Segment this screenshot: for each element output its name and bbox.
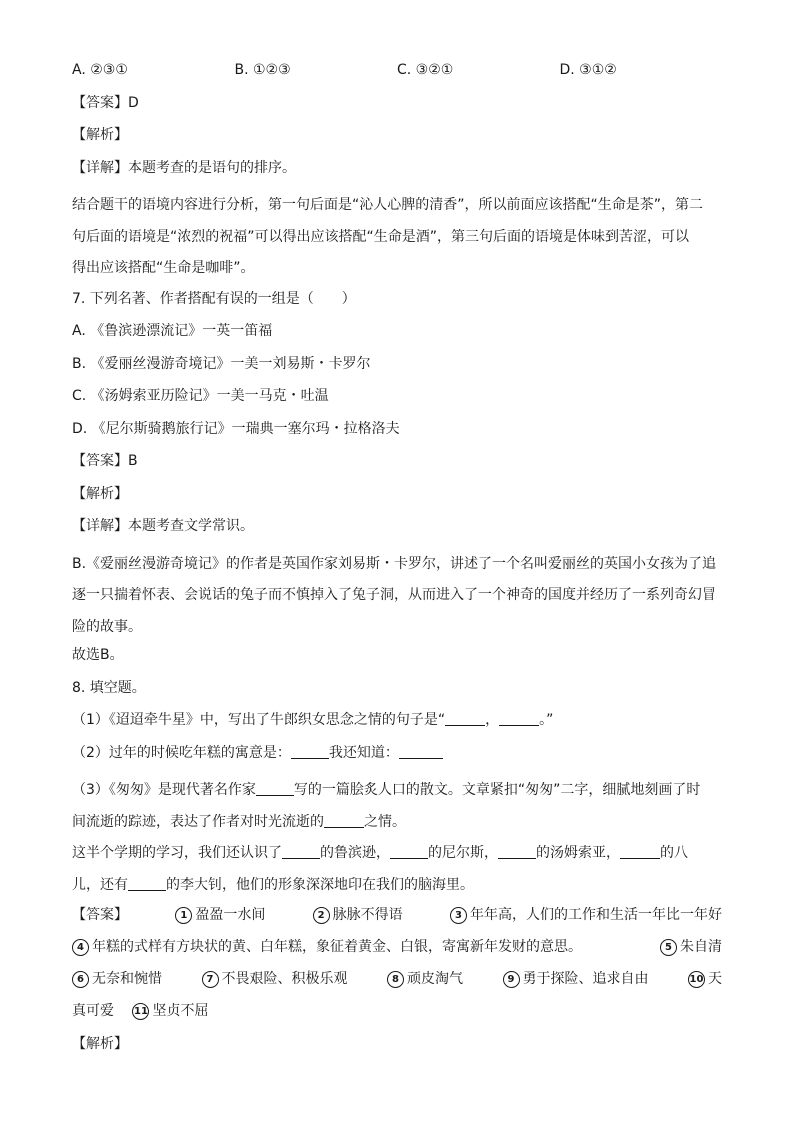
q6-explanation xyxy=(72,190,722,285)
q8-answer-row-4 xyxy=(72,1001,722,1021)
q8-sub1-text: （1）《迢迢牵牛星》中，写出了牛郎织女思念之情的句子是“ xyxy=(72,712,446,728)
q8-sub3-line1 xyxy=(72,775,722,807)
q8-sub2-text2: 我还知道： xyxy=(328,744,399,761)
q8-answer-item xyxy=(202,969,348,989)
q6-options xyxy=(72,60,722,80)
q8-answer-item xyxy=(132,1003,208,1019)
q6-explain-line: 得出应该搭配“生命是咖啡”。 xyxy=(72,260,255,276)
q8-answer-text: 不畏艰险、积极乐观 xyxy=(221,971,348,987)
q8-answer-item xyxy=(503,969,649,989)
q7-explain-line: B.《爱丽丝漫游奇境记》的作者是英国作家刘易斯・卡罗尔，讲述了一个名叫爱丽丝的英国小女孩为了追 xyxy=(72,555,717,572)
q8-answer-item xyxy=(688,969,722,989)
q6-option-d: D. ③①② xyxy=(559,62,617,78)
q8-answer-text: 年年高，人们的工作和生活一年比一年好 xyxy=(469,907,722,923)
circled-number: 3 xyxy=(450,907,467,924)
q8-answer-text: 真可爱 xyxy=(72,1003,114,1019)
q8-blank-8[interactable] xyxy=(390,844,428,859)
q8-blank-7[interactable] xyxy=(282,844,320,859)
q8-sub2 xyxy=(72,743,722,763)
q8-answer-text: 无奈和惋惜 xyxy=(92,971,162,987)
q8-answer-item xyxy=(450,905,722,925)
circled-number: 2 xyxy=(313,907,330,924)
q8-answer-text: 坚贞不屈 xyxy=(152,1003,209,1019)
q8-answer-label: 【答案】 xyxy=(72,907,128,923)
q8-blank-4[interactable] xyxy=(399,744,443,759)
circled-number: 6 xyxy=(72,971,89,988)
q8-answer-item xyxy=(72,937,582,957)
q8-sub4-text2: 的鲁滨逊， xyxy=(320,845,390,861)
q8-sub3-text3: 间流逝的踪迹，表达了作者对时光流逝的 xyxy=(72,813,324,830)
q8-sub4-text6: 儿，还有 xyxy=(72,876,128,893)
q8-sub2-text: （2）过年的时候吃年糕的寓意是： xyxy=(72,744,291,761)
circled-number: 4 xyxy=(72,939,89,956)
circled-number: 8 xyxy=(387,971,404,988)
q7-detail: 【详解】本题考查文学常识。 xyxy=(72,518,254,534)
circled-number: 7 xyxy=(202,971,219,988)
q8-sub4-text: 这半个学期的学习，我们还认识了 xyxy=(72,845,282,861)
q8-answer-text: 天 xyxy=(708,971,722,987)
q8-blank-3[interactable] xyxy=(291,744,329,759)
q8-sub4-line2 xyxy=(72,870,722,902)
q7-analysis-label: 【解析】 xyxy=(72,485,128,502)
q8-sub1-end: 。” xyxy=(539,712,554,728)
q8-answer-item xyxy=(175,905,265,925)
q7-option-d: D. 《尼尔斯骑鹅旅行记》一瑞典一塞尔玛・拉格洛夫 xyxy=(72,420,400,437)
q8-sub4-text4: 的汤姆索亚， xyxy=(536,845,620,861)
q8-sub4-text7: 的李大钊，他们的形象深深地印在我们的脑海里。 xyxy=(166,876,474,893)
q8-blank-11[interactable] xyxy=(128,876,166,891)
q6-option-a: A. ②③① xyxy=(72,62,128,78)
q8-answer-row-2 xyxy=(72,937,722,957)
q6-detail: 【详解】本题考查的是语句的排序。 xyxy=(72,159,296,176)
q8-answer-text: 顽皮淘气 xyxy=(407,971,463,987)
q8-blank-2[interactable] xyxy=(499,711,539,726)
q8-answer-item xyxy=(660,937,722,957)
q8-answer-text: 脉脉不得语 xyxy=(332,907,403,923)
q8-blank-9[interactable] xyxy=(498,844,536,859)
q7-conclusion: 故选B。 xyxy=(72,647,124,663)
q8-answer-text: 朱自清 xyxy=(680,939,722,955)
q7-explanation xyxy=(72,549,722,644)
document-page xyxy=(72,60,722,1066)
q8-answer-item xyxy=(72,969,162,989)
circled-number: 9 xyxy=(503,971,520,988)
q8-sub1 xyxy=(72,710,722,730)
q7-option-b: B. 《爱丽丝漫游奇境记》一美一刘易斯・卡罗尔 xyxy=(72,355,371,372)
q8-analysis-label: 【解析】 xyxy=(72,1035,128,1052)
q6-explain-line: 结合题干的语境内容进行分析，第一句后面是“沁人心脾的清香”，所以前面应该搭配“生命是茶”，第二 xyxy=(72,197,704,213)
q8-answer-text: 年糕的式样有方块状的黄、白年糕，象征着黄金、白银，寄寓新年发财的意思。 xyxy=(92,939,582,955)
q8-answer-text: 盈盈一水间 xyxy=(195,907,266,923)
q7-explain-line: 险的故事。 xyxy=(72,618,142,635)
q8-blank-6[interactable] xyxy=(324,813,364,828)
q8-sub3-text4: 之情。 xyxy=(364,813,406,830)
q8-answer-item xyxy=(313,905,403,925)
q8-answer-row-3 xyxy=(72,969,722,989)
q8-sub4-text3: 的尼尔斯， xyxy=(428,845,498,861)
q7-option-a: A. 《鲁滨逊漂流记》一英一笛福 xyxy=(72,323,273,339)
circled-number: 10 xyxy=(688,971,705,988)
q8-sub3-text: （3）《匆匆》是现代著名作家 xyxy=(72,782,256,798)
q8-sub3-line2 xyxy=(72,807,722,839)
q8-blank-5[interactable] xyxy=(256,781,294,796)
q7-answer: 【答案】B xyxy=(72,453,138,469)
q6-explain-line: 句后面的语境是“浓烈的祝福”可以得出应该搭配“生命是酒”，第三句后面的语境是体味到苦涩，可以 xyxy=(72,228,690,245)
q8-blank-1[interactable] xyxy=(445,711,485,726)
q8-sub4-text5: 的八 xyxy=(660,845,688,861)
q8-answer-text: 勇于探险、追求自由 xyxy=(522,971,649,987)
q7-option-c: C. 《汤姆索亚历险记》一美一马克・吐温 xyxy=(72,388,329,404)
q6-option-b: B. ①②③ xyxy=(234,62,291,78)
circled-number: 1 xyxy=(175,907,192,924)
q6-option-c: C. ③②① xyxy=(397,62,454,78)
q8-blank-10[interactable] xyxy=(620,844,660,859)
q7-question: 7. 下列名著、作者搭配有误的一组是（ ） xyxy=(72,290,356,307)
q8-answer-row-1 xyxy=(72,905,722,925)
q8-sub4 xyxy=(72,838,722,901)
circled-number: 11 xyxy=(132,1003,149,1020)
q8-answer-item xyxy=(387,969,463,989)
q6-answer: 【答案】D xyxy=(72,94,139,111)
q8-sub4-line1 xyxy=(72,838,722,870)
circled-number: 5 xyxy=(660,939,677,956)
q8-sub3 xyxy=(72,775,722,838)
q8-sub3-text2: 写的一篇脍炙人口的散文。文章紧扣“匆匆”二字，细腻地刻画了时 xyxy=(293,782,701,798)
q8-sub1-comma: ， xyxy=(485,712,500,728)
q7-explain-line: 逐一只揣着怀表、会说话的兔子而不慎掉入了兔子洞，从而进入了一个神奇的国度并经历了一系列奇幻冒 xyxy=(72,587,716,603)
q8-question: 8. 填空题。 xyxy=(72,679,146,696)
q6-analysis-label: 【解析】 xyxy=(72,127,128,143)
